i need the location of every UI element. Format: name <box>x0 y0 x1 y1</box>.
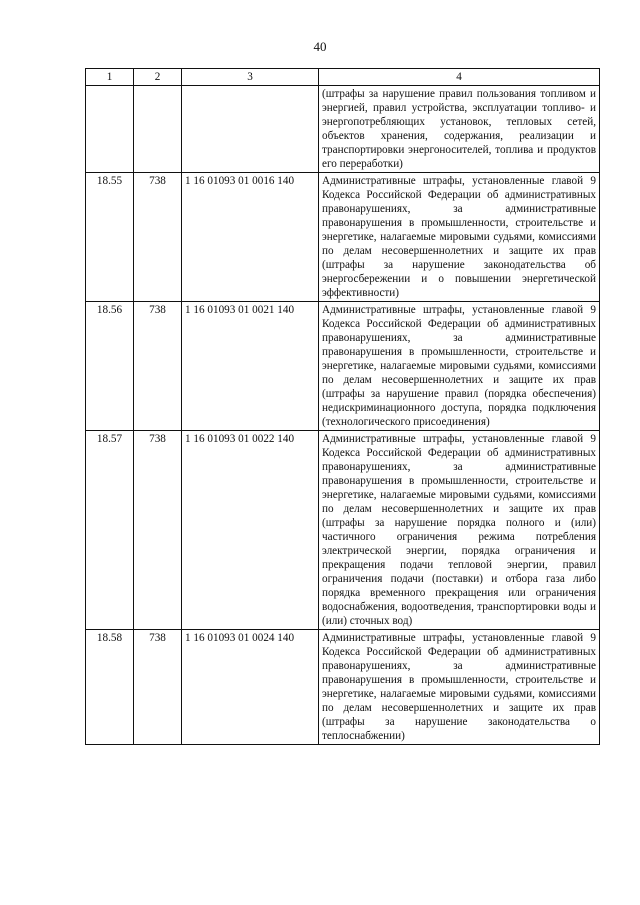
row-number: 18.56 <box>86 302 134 431</box>
row-number: 18.57 <box>86 431 134 630</box>
budget-classification-code: 1 16 01093 01 0022 140 <box>182 431 319 630</box>
administrator-code: 738 <box>134 173 182 302</box>
budget-classification-code: 1 16 01093 01 0016 140 <box>182 173 319 302</box>
empty-cell <box>86 86 134 173</box>
table-row <box>86 630 600 745</box>
row-number: 18.55 <box>86 173 134 302</box>
budget-classification-code: 1 16 01093 01 0021 140 <box>182 302 319 431</box>
column-header-4: 4 <box>319 69 600 86</box>
table-row <box>86 302 600 431</box>
page-number: 40 <box>313 39 327 54</box>
empty-cell <box>134 86 182 173</box>
column-header-2: 2 <box>134 69 182 86</box>
budget-classification-code: 1 16 01093 01 0024 140 <box>182 630 319 745</box>
fine-description: Административные штрафы, установленные главой 9 Кодекса Российской Федерации об административных правонарушениях, за административные правонарушения в промышленности, строительстве и энергетике, налагаемые мировыми судьями, комиссиями по делам несовершеннолетних и защите их прав (штрафы за нарушение порядка полного и (или) частичного ограничения режима потребления электрической энергии, порядка ограничения и прекращения подачи тепловой энергии, правил ограничения подачи (поставки) и отбора газа либо порядка временного прекращения или ограничения водоснабжения, водоотведения, транспортировки воды и (или) сточных вод) <box>319 431 600 630</box>
table-row <box>86 431 600 630</box>
continuation-row <box>86 86 600 173</box>
administrator-code: 738 <box>134 630 182 745</box>
fines-table <box>85 68 600 745</box>
row-number: 18.58 <box>86 630 134 745</box>
fine-description: Административные штрафы, установленные главой 9 Кодекса Российской Федерации об административных правонарушениях, за административные правонарушения в промышленности, строительстве и энергетике, налагаемые мировыми судьями, комиссиями по делам несовершеннолетних и защите их прав (штрафы за нарушение законодательства о теплоснабжении) <box>319 630 600 745</box>
table-row <box>86 173 600 302</box>
fine-description: Административные штрафы, установленные главой 9 Кодекса Российской Федерации об административных правонарушениях, за административные правонарушения в промышленности, строительстве и энергетике, налагаемые мировыми судьями, комиссиями по делам несовершеннолетних и защите их прав (штрафы за нарушение законодательства об энергосбережении и о повышении энергетической эффективности) <box>319 173 600 302</box>
continuation-description: (штрафы за нарушение правил пользования топливом и энергией, правил устройства, эксплуатации топливо- и энергопотребляющих установок, тепловых сетей, объектов хранения, содержания, реализации и транспортировки энергоносителей, топлива и продуктов его переработки) <box>319 86 600 173</box>
administrator-code: 738 <box>134 302 182 431</box>
empty-cell <box>182 86 319 173</box>
header-row <box>86 69 600 86</box>
column-header-3: 3 <box>182 69 319 86</box>
fine-description: Административные штрафы, установленные главой 9 Кодекса Российской Федерации об административных правонарушениях, за административные правонарушения в промышленности, строительстве и энергетике, налагаемые мировыми судьями, комиссиями по делам несовершеннолетних и защите их прав (штрафы за нарушение правил (порядка обеспечения) недискриминационного доступа, порядка подключения (технологического присоединения) <box>319 302 600 431</box>
column-header-1: 1 <box>86 69 134 86</box>
administrator-code: 738 <box>134 431 182 630</box>
